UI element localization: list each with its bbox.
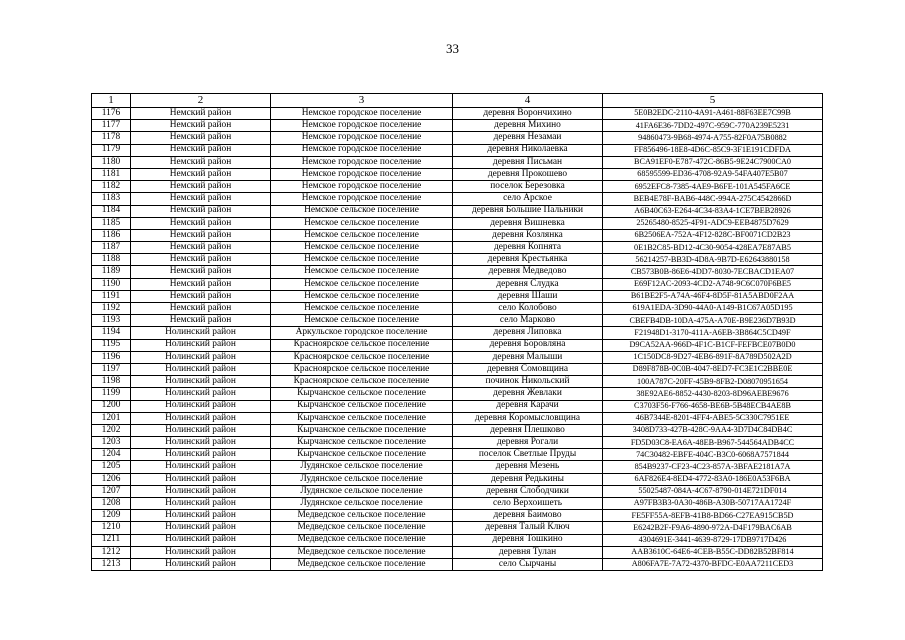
table-row xyxy=(92,242,823,254)
locality-cell: деревня Медведово xyxy=(453,266,603,278)
locality-cell: деревня Тошкино xyxy=(453,534,603,546)
settlement-cell: Медведское сельское поселение xyxy=(271,522,453,534)
guid-cell: AAB3610C-64E6-4CEB-B55C-DD82B52BF814 xyxy=(603,546,823,558)
guid-cell: C3703F56-F766-4658-BE6B-5B48ECB4AE8B xyxy=(603,400,823,412)
row-number-cell: 1201 xyxy=(92,412,131,424)
settlement-cell: Медведское сельское поселение xyxy=(271,534,453,546)
settlement-cell: Немское сельское поселение xyxy=(271,254,453,266)
district-cell: Немский район xyxy=(131,144,271,156)
settlement-cell: Красноярское сельское поселение xyxy=(271,351,453,363)
row-number-cell: 1193 xyxy=(92,315,131,327)
locality-cell: село Арское xyxy=(453,193,603,205)
settlement-cell: Немское сельское поселение xyxy=(271,278,453,290)
column-header: 2 xyxy=(131,94,271,108)
guid-cell: E69F12AC-2093-4CD2-A748-9C6C070F6BE5 xyxy=(603,278,823,290)
locality-cell: деревня Слободчики xyxy=(453,485,603,497)
locality-cell: деревня Крестьянка xyxy=(453,254,603,266)
guid-cell: CB573B0B-86E6-4DD7-8030-7ECBACD1EA07 xyxy=(603,266,823,278)
district-cell: Немский район xyxy=(131,254,271,266)
table-row xyxy=(92,278,823,290)
district-cell: Немский район xyxy=(131,181,271,193)
settlement-cell: Аркульское городское поселение xyxy=(271,327,453,339)
settlement-cell: Немское сельское поселение xyxy=(271,242,453,254)
guid-cell: E6242B2F-F9A6-4890-972A-D4F179BAC6AB xyxy=(603,522,823,534)
district-cell: Немский район xyxy=(131,205,271,217)
guid-cell: FE5FF55A-8EFB-41B8-BD66-C27EA915CB5D xyxy=(603,510,823,522)
locality-cell: деревня Сомовщина xyxy=(453,363,603,375)
locality-cell: деревня Мезень xyxy=(453,461,603,473)
table-row xyxy=(92,351,823,363)
guid-cell: 25265480-8525-4F91-ADC9-EEB4875D7629 xyxy=(603,217,823,229)
settlement-cell: Немское сельское поселение xyxy=(271,303,453,315)
settlement-cell: Лудянское сельское поселение xyxy=(271,498,453,510)
settlement-cell: Немское городское поселение xyxy=(271,181,453,193)
district-cell: Немский район xyxy=(131,217,271,229)
column-header: 4 xyxy=(453,94,603,108)
locality-cell: деревня Шаши xyxy=(453,290,603,302)
table-row xyxy=(92,144,823,156)
district-cell: Немский район xyxy=(131,132,271,144)
locality-cell: деревня Вишневка xyxy=(453,217,603,229)
locality-cell: деревня Николаевка xyxy=(453,144,603,156)
settlement-cell: Медведское сельское поселение xyxy=(271,510,453,522)
column-header: 5 xyxy=(603,94,823,108)
table-row xyxy=(92,424,823,436)
column-header: 1 xyxy=(92,94,131,108)
settlement-cell: Красноярское сельское поселение xyxy=(271,376,453,388)
district-cell: Немский район xyxy=(131,168,271,180)
district-cell: Нолинский район xyxy=(131,546,271,558)
table-row xyxy=(92,461,823,473)
row-number-cell: 1185 xyxy=(92,217,131,229)
table-row xyxy=(92,437,823,449)
locality-cell: деревня Михино xyxy=(453,120,603,132)
guid-cell: B61BE2F5-A74A-46F4-8D5F-81A5ABD0F2AA xyxy=(603,290,823,302)
locality-cell: поселок Светлые Пруды xyxy=(453,449,603,461)
row-number-cell: 1198 xyxy=(92,376,131,388)
settlement-cell: Немское городское поселение xyxy=(271,193,453,205)
locality-cell: деревня Письман xyxy=(453,156,603,168)
locality-cell: деревня Рогали xyxy=(453,437,603,449)
locality-cell: деревня Баимово xyxy=(453,510,603,522)
guid-cell: BEB4E78F-BAB6-448C-994A-275C4542866D xyxy=(603,193,823,205)
district-cell: Немский район xyxy=(131,242,271,254)
table-row xyxy=(92,205,823,217)
district-cell: Нолинский район xyxy=(131,400,271,412)
guid-cell: BCA91EF0-E787-472C-86B5-9E24C7900CA0 xyxy=(603,156,823,168)
district-cell: Немский район xyxy=(131,290,271,302)
table-row xyxy=(92,363,823,375)
locality-cell: село Марково xyxy=(453,315,603,327)
row-number-cell: 1178 xyxy=(92,132,131,144)
row-number-cell: 1179 xyxy=(92,144,131,156)
guid-cell: 56214257-BB3D-4D8A-9B7D-E62643880158 xyxy=(603,254,823,266)
guid-cell: 619A1EDA-3D90-44A0-A149-B1C67A05D195 xyxy=(603,303,823,315)
table-row xyxy=(92,510,823,522)
locality-cell: деревня Карачи xyxy=(453,400,603,412)
row-number-cell: 1183 xyxy=(92,193,131,205)
settlement-cell: Кырчанское сельское поселение xyxy=(271,449,453,461)
row-number-cell: 1180 xyxy=(92,156,131,168)
settlement-cell: Красноярское сельское поселение xyxy=(271,363,453,375)
row-number-cell: 1191 xyxy=(92,290,131,302)
guid-cell: 100A787C-20FF-45B9-8FB2-D08070951654 xyxy=(603,376,823,388)
settlement-cell: Кырчанское сельское поселение xyxy=(271,437,453,449)
settlement-cell: Кырчанское сельское поселение xyxy=(271,400,453,412)
table-row xyxy=(92,132,823,144)
settlement-cell: Немское городское поселение xyxy=(271,120,453,132)
locality-cell: починок Никольский xyxy=(453,376,603,388)
guid-cell: D89F878B-0C0B-4047-8ED7-FC3E1C2BBE0E xyxy=(603,363,823,375)
row-number-cell: 1200 xyxy=(92,400,131,412)
district-cell: Нолинский район xyxy=(131,498,271,510)
district-cell: Немский район xyxy=(131,156,271,168)
row-number-cell: 1196 xyxy=(92,351,131,363)
locality-cell: деревня Коромысловщина xyxy=(453,412,603,424)
locality-cell: село Колобово xyxy=(453,303,603,315)
row-number-cell: 1209 xyxy=(92,510,131,522)
table-row xyxy=(92,485,823,497)
row-number-cell: 1187 xyxy=(92,242,131,254)
row-number-cell: 1213 xyxy=(92,558,131,570)
table-header-row xyxy=(92,94,823,108)
table-row xyxy=(92,522,823,534)
table-row xyxy=(92,558,823,570)
table-row xyxy=(92,266,823,278)
settlements-table xyxy=(91,93,823,571)
locality-cell: деревня Ворончихино xyxy=(453,108,603,120)
row-number-cell: 1212 xyxy=(92,546,131,558)
guid-cell: 46B7344E-8201-4FF4-ABE5-5C330C7951EE xyxy=(603,412,823,424)
guid-cell: 1C150DC8-9D27-4EB6-891F-8A789D502A2D xyxy=(603,351,823,363)
table-row xyxy=(92,534,823,546)
row-number-cell: 1203 xyxy=(92,437,131,449)
guid-cell: D9CA52AA-966D-4F1C-B1CF-FEFBCE07B0D0 xyxy=(603,339,823,351)
district-cell: Нолинский район xyxy=(131,510,271,522)
guid-cell: 55025487-084A-4C67-8790-014E721DF014 xyxy=(603,485,823,497)
district-cell: Нолинский район xyxy=(131,473,271,485)
table-row xyxy=(92,108,823,120)
table-row xyxy=(92,412,823,424)
settlement-cell: Немское городское поселение xyxy=(271,168,453,180)
table-row xyxy=(92,388,823,400)
row-number-cell: 1188 xyxy=(92,254,131,266)
locality-cell: деревня Большие Пальники xyxy=(453,205,603,217)
district-cell: Нолинский район xyxy=(131,412,271,424)
table-body xyxy=(92,108,823,571)
guid-cell: 74C30482-EBFE-404C-B3C0-6068A7571844 xyxy=(603,449,823,461)
district-cell: Нолинский район xyxy=(131,485,271,497)
guid-cell: FF856496-18E8-4D6C-85C9-3F1E191CDFDA xyxy=(603,144,823,156)
guid-cell: 38E92AE6-8852-4430-8203-8D96AEBE9676 xyxy=(603,388,823,400)
district-cell: Нолинский район xyxy=(131,437,271,449)
row-number-cell: 1186 xyxy=(92,229,131,241)
locality-cell: деревня Копнята xyxy=(453,242,603,254)
row-number-cell: 1206 xyxy=(92,473,131,485)
guid-cell: 41FA6E36-7DD2-497C-959C-770A239E5231 xyxy=(603,120,823,132)
locality-cell: деревня Плешково xyxy=(453,424,603,436)
settlement-cell: Немское сельское поселение xyxy=(271,266,453,278)
table-row xyxy=(92,449,823,461)
guid-cell: CBEFB4DB-10DA-475A-A70E-B9E236D7B93D xyxy=(603,315,823,327)
guid-cell: 68595599-ED36-4708-92A9-54FA407E5B07 xyxy=(603,168,823,180)
guid-cell: 6B2506EA-752A-4F12-828C-BF0071CD2B23 xyxy=(603,229,823,241)
row-number-cell: 1184 xyxy=(92,205,131,217)
settlement-cell: Немское сельское поселение xyxy=(271,205,453,217)
district-cell: Нолинский район xyxy=(131,388,271,400)
locality-cell: деревня Тулан xyxy=(453,546,603,558)
district-cell: Нолинский район xyxy=(131,351,271,363)
locality-cell: деревня Малыши xyxy=(453,351,603,363)
locality-cell: деревня Незамаи xyxy=(453,132,603,144)
guid-cell: 5E0B2EDC-2110-4A91-A461-88F63EE7C99B xyxy=(603,108,823,120)
table-row xyxy=(92,303,823,315)
district-cell: Немский район xyxy=(131,108,271,120)
table-row xyxy=(92,290,823,302)
settlement-cell: Немское сельское поселение xyxy=(271,290,453,302)
locality-cell: деревня Липовка xyxy=(453,327,603,339)
row-number-cell: 1192 xyxy=(92,303,131,315)
district-cell: Нолинский район xyxy=(131,558,271,570)
settlement-cell: Немское городское поселение xyxy=(271,132,453,144)
guid-cell: A6B40C63-E264-4C34-83A4-1CE7BEB28926 xyxy=(603,205,823,217)
row-number-cell: 1176 xyxy=(92,108,131,120)
column-header: 3 xyxy=(271,94,453,108)
guid-cell: 94860473-9B68-4974-A755-82F0A75B0882 xyxy=(603,132,823,144)
district-cell: Нолинский район xyxy=(131,363,271,375)
row-number-cell: 1182 xyxy=(92,181,131,193)
guid-cell: 0E1B2C85-BD12-4C30-9054-428EA7E87AB5 xyxy=(603,242,823,254)
row-number-cell: 1199 xyxy=(92,388,131,400)
page-number: 33 xyxy=(446,41,459,56)
table-row xyxy=(92,498,823,510)
row-number-cell: 1205 xyxy=(92,461,131,473)
locality-cell: село Сырчаны xyxy=(453,558,603,570)
table-row xyxy=(92,254,823,266)
district-cell: Немский район xyxy=(131,120,271,132)
guid-cell: 3408D733-427B-428C-9AA4-3D7D4C84DB4C xyxy=(603,424,823,436)
row-number-cell: 1194 xyxy=(92,327,131,339)
table-row xyxy=(92,168,823,180)
settlement-cell: Немское сельское поселение xyxy=(271,217,453,229)
table-row xyxy=(92,181,823,193)
table-row xyxy=(92,120,823,132)
guid-cell: 6952EFC8-7385-4AE9-B6FE-101A545FA6CE xyxy=(603,181,823,193)
table-row xyxy=(92,400,823,412)
settlement-cell: Немское городское поселение xyxy=(271,156,453,168)
district-cell: Нолинский район xyxy=(131,534,271,546)
row-number-cell: 1177 xyxy=(92,120,131,132)
settlement-cell: Лудянское сельское поселение xyxy=(271,485,453,497)
district-cell: Нолинский район xyxy=(131,461,271,473)
table-row xyxy=(92,315,823,327)
locality-cell: поселок Березовка xyxy=(453,181,603,193)
locality-cell: деревня Боровляна xyxy=(453,339,603,351)
table-row xyxy=(92,327,823,339)
guid-cell: 6AF826E4-8ED4-4772-83A0-186E0A53F6BA xyxy=(603,473,823,485)
row-number-cell: 1189 xyxy=(92,266,131,278)
settlement-cell: Красноярское сельское поселение xyxy=(271,339,453,351)
settlement-cell: Немское сельское поселение xyxy=(271,229,453,241)
district-cell: Немский район xyxy=(131,229,271,241)
row-number-cell: 1195 xyxy=(92,339,131,351)
row-number-cell: 1202 xyxy=(92,424,131,436)
locality-cell: деревня Слудка xyxy=(453,278,603,290)
district-cell: Нолинский район xyxy=(131,376,271,388)
locality-cell: село Верхоишеть xyxy=(453,498,603,510)
district-cell: Нолинский район xyxy=(131,339,271,351)
guid-cell: F21948D1-3170-411A-A6EB-3B864C5CD49F xyxy=(603,327,823,339)
row-number-cell: 1211 xyxy=(92,534,131,546)
table-row xyxy=(92,339,823,351)
settlement-cell: Немское городское поселение xyxy=(271,144,453,156)
settlement-cell: Кырчанское сельское поселение xyxy=(271,424,453,436)
guid-cell: A806FA7E-7A72-4370-BFDC-E0AA7211CED3 xyxy=(603,558,823,570)
district-cell: Немский район xyxy=(131,266,271,278)
district-cell: Немский район xyxy=(131,193,271,205)
district-cell: Нолинский район xyxy=(131,327,271,339)
district-cell: Нолинский район xyxy=(131,424,271,436)
locality-cell: деревня Козлянка xyxy=(453,229,603,241)
settlement-cell: Кырчанское сельское поселение xyxy=(271,412,453,424)
table-row xyxy=(92,229,823,241)
row-number-cell: 1208 xyxy=(92,498,131,510)
locality-cell: деревня Прокошево xyxy=(453,168,603,180)
table-row xyxy=(92,546,823,558)
table-row xyxy=(92,473,823,485)
guid-cell: 854B9237-CF23-4C23-857A-3BFAE2181A7A xyxy=(603,461,823,473)
settlement-cell: Кырчанское сельское поселение xyxy=(271,388,453,400)
row-number-cell: 1190 xyxy=(92,278,131,290)
settlement-cell: Медведское сельское поселение xyxy=(271,558,453,570)
settlement-cell: Немское сельское поселение xyxy=(271,315,453,327)
row-number-cell: 1197 xyxy=(92,363,131,375)
row-number-cell: 1204 xyxy=(92,449,131,461)
table-row xyxy=(92,193,823,205)
settlement-cell: Лудянское сельское поселение xyxy=(271,473,453,485)
guid-cell: FD5D03C8-EA6A-48EB-B967-544564ADB4CC xyxy=(603,437,823,449)
row-number-cell: 1207 xyxy=(92,485,131,497)
district-cell: Немский район xyxy=(131,303,271,315)
table-row xyxy=(92,376,823,388)
table-row xyxy=(92,156,823,168)
row-number-cell: 1181 xyxy=(92,168,131,180)
locality-cell: деревня Редькины xyxy=(453,473,603,485)
district-cell: Нолинский район xyxy=(131,522,271,534)
district-cell: Немский район xyxy=(131,278,271,290)
guid-cell: A97FB3B3-0A30-486B-A30B-50717AA1724F xyxy=(603,498,823,510)
district-cell: Нолинский район xyxy=(131,449,271,461)
district-cell: Немский район xyxy=(131,315,271,327)
table-row xyxy=(92,217,823,229)
settlement-cell: Лудянское сельское поселение xyxy=(271,461,453,473)
settlement-cell: Немское городское поселение xyxy=(271,108,453,120)
locality-cell: деревня Жевлаки xyxy=(453,388,603,400)
row-number-cell: 1210 xyxy=(92,522,131,534)
guid-cell: 4304691E-3441-4639-8729-17DB9717D426 xyxy=(603,534,823,546)
settlement-cell: Медведское сельское поселение xyxy=(271,546,453,558)
locality-cell: деревня Талый Ключ xyxy=(453,522,603,534)
